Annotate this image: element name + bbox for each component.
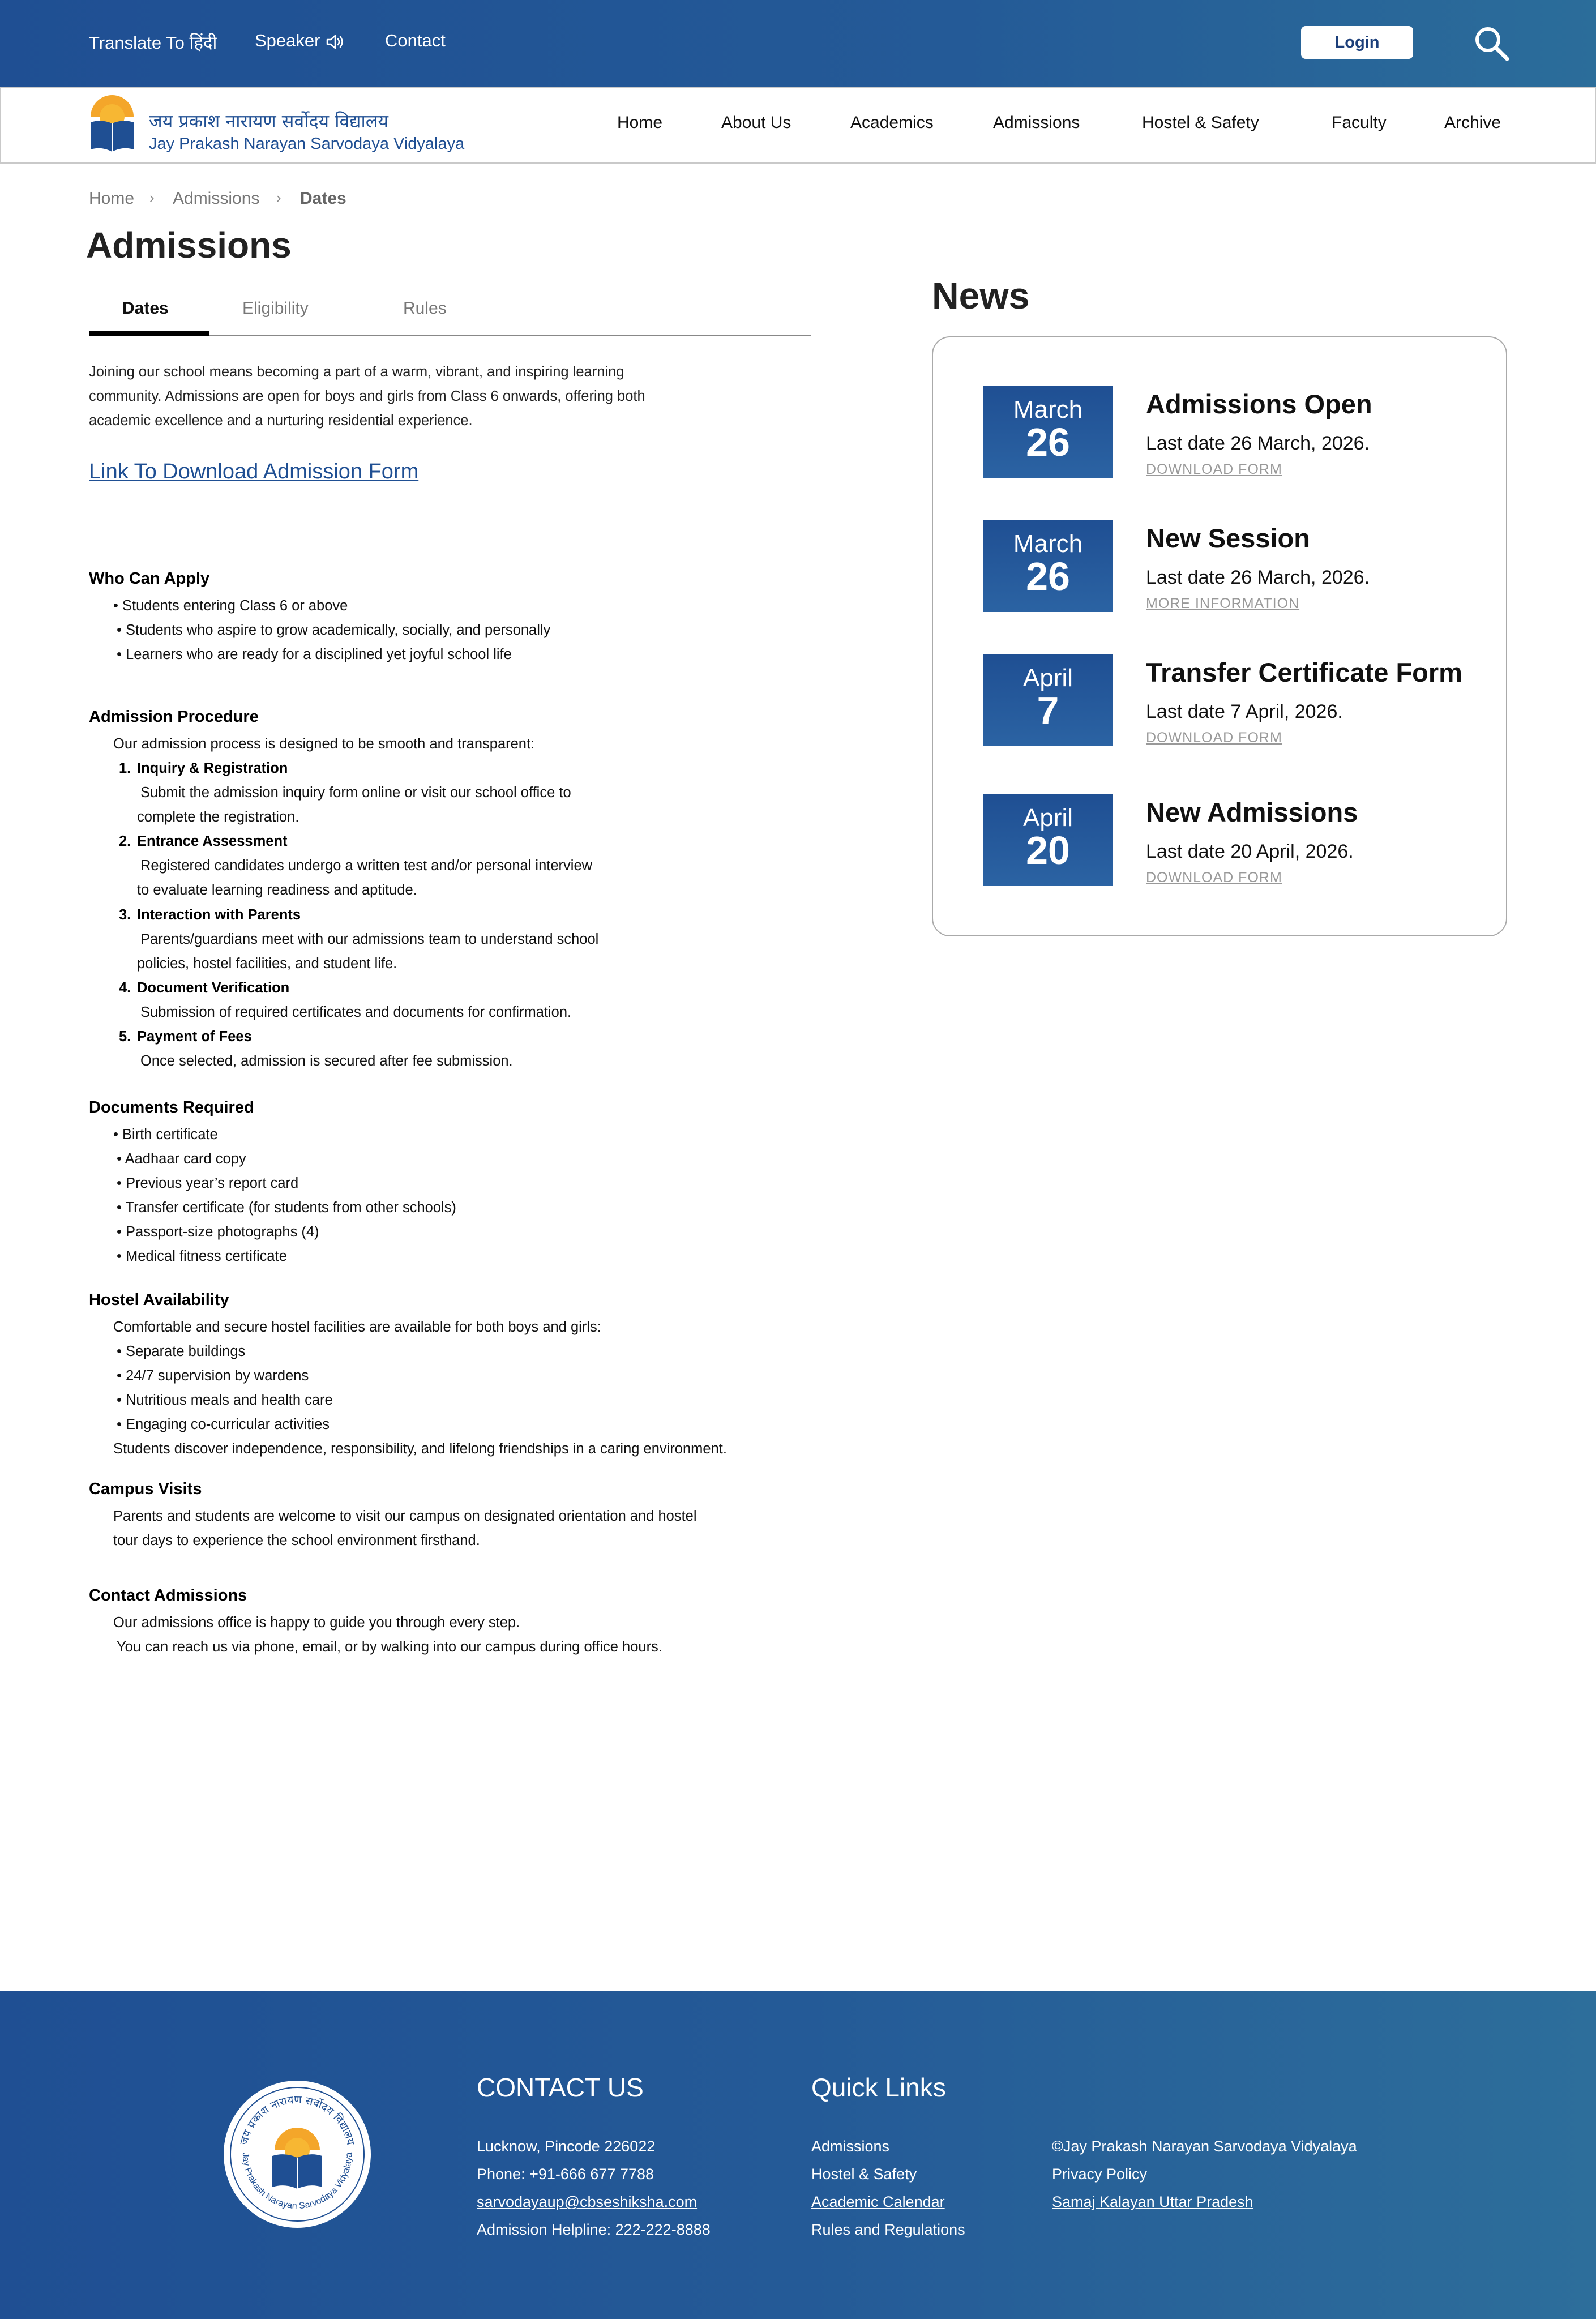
step-text: policies, hostel facilities, and student life. (137, 956, 397, 972)
logo-hindi-text: जय प्रकाश नारायण सर्वोदय विद्यालय (149, 110, 388, 132)
list-item: • Students entering Class 6 or above (113, 598, 348, 614)
step-text: Submit the admission inquiry form online or visit our school office to (140, 785, 571, 801)
news-month: March (1013, 396, 1083, 423)
step-number: 5. (119, 1029, 131, 1045)
breadcrumb-admissions[interactable]: Admissions (173, 189, 260, 208)
news-more-information-link[interactable]: MORE INFORMATION (1146, 596, 1300, 611)
intro-paragraph: Joining our school means becoming a part of a warm, vibrant, and inspiring learning community. Admissions are open for boys and girls from Class 6 onwards, offering both academic excellence and a nurturing residential experience. (89, 364, 645, 429)
step-number: 2. (119, 833, 131, 849)
contact-admissions-heading: Contact Admissions (89, 1586, 247, 1605)
list-item: • Students who aspire to grow academically, socially, and personally (117, 622, 551, 638)
nav-faculty[interactable]: Faculty (1332, 113, 1387, 132)
news-download-form-link[interactable]: DOWNLOAD FORM (1146, 730, 1282, 746)
step-title: Payment of Fees (137, 1029, 252, 1045)
news-last-date: Last date 7 April, 2026. (1146, 701, 1343, 722)
tab-rules[interactable]: Rules (403, 299, 447, 318)
list-item: • Birth certificate (113, 1127, 218, 1143)
step-text: Submission of required certificates and documents for confirmation. (140, 1004, 572, 1020)
translate-link[interactable]: Translate To हिंदी (89, 33, 217, 53)
news-date-badge (983, 654, 1113, 746)
step-text: to evaluate learning readiness and aptitude. (137, 882, 417, 898)
nav-home[interactable]: Home (617, 113, 663, 132)
who-can-apply-heading: Who Can Apply (89, 570, 210, 588)
hostel-outro: Students discover independence, responsibility, and lifelong friendships in a caring environment. (113, 1441, 727, 1457)
contact-admissions-text: You can reach us via phone, email, or by walking into our campus during office hours. (117, 1639, 662, 1655)
footer-address: Lucknow, Pincode 226022 (477, 2138, 656, 2155)
footer-quick-links-title: Quick Links (811, 2073, 946, 2102)
breadcrumb-chevron-icon: › (149, 189, 155, 206)
breadcrumb-current: Dates (300, 189, 346, 208)
step-number: 4. (119, 980, 131, 996)
active-tab-indicator (89, 331, 209, 336)
footer-link-academic-calendar[interactable]: Academic Calendar (811, 2193, 945, 2210)
search-icon[interactable] (1472, 24, 1512, 63)
seal-text-bottom: Jay Prakash Narayan Sarvodaya Vidyalaya (240, 2152, 354, 2211)
hostel-availability-heading: Hostel Availability (89, 1291, 229, 1309)
footer-link-rules[interactable]: Rules and Regulations (811, 2221, 965, 2238)
list-item: • Learners who are ready for a disciplined yet joyful school life (117, 647, 512, 662)
footer-helpline: Admission Helpline: 222-222-8888 (477, 2221, 711, 2238)
school-seal-icon (223, 2080, 372, 2229)
admission-procedure-heading: Admission Procedure (89, 708, 259, 726)
step-text: Parents/guardians meet with our admissions team to understand school (140, 931, 599, 947)
news-date-badge (983, 520, 1113, 612)
step-number: 3. (119, 907, 131, 923)
speaker-link[interactable] (255, 31, 345, 51)
nav-academics[interactable]: Academics (850, 113, 934, 132)
step-title: Interaction with Parents (137, 907, 301, 923)
list-item: • Transfer certificate (for students from other schools) (117, 1200, 456, 1216)
footer-link-samaj-kalayan[interactable]: Samaj Kalayan Uttar Pradesh (1052, 2193, 1253, 2210)
nav-archive[interactable]: Archive (1444, 113, 1501, 132)
footer-link-privacy-policy[interactable]: Privacy Policy (1052, 2166, 1148, 2183)
news-heading: New Admissions (1146, 797, 1358, 827)
news-day: 26 (1026, 420, 1070, 464)
step-title: Inquiry & Registration (137, 760, 288, 776)
speaker-icon (326, 34, 345, 50)
news-heading: New Session (1146, 523, 1310, 553)
footer-phone: Phone: +91-666 677 7788 (477, 2166, 654, 2183)
contact-link[interactable]: Contact (385, 31, 446, 50)
step-text: Registered candidates undergo a written test and/or personal interview (140, 858, 593, 874)
news-download-form-link[interactable]: DOWNLOAD FORM (1146, 461, 1282, 477)
speaker-label: Speaker (255, 31, 320, 50)
news-month: April (1022, 804, 1073, 832)
news-last-date: Last date 26 March, 2026. (1146, 433, 1370, 454)
list-item: • Aadhaar card copy (117, 1151, 246, 1167)
page-title: Admissions (86, 225, 292, 266)
nav-admissions[interactable]: Admissions (993, 113, 1080, 132)
step-number: 1. (119, 760, 131, 776)
list-item: • Nutritious meals and health care (117, 1392, 333, 1408)
news-day: 7 (1037, 688, 1059, 733)
footer-link-hostel-safety[interactable]: Hostel & Safety (811, 2166, 917, 2183)
top-bar (0, 0, 1596, 87)
step-title: Entrance Assessment (137, 833, 288, 849)
footer-email-link[interactable]: sarvodayaup@cbseshiksha.com (477, 2193, 698, 2210)
news-heading: Transfer Certificate Form (1146, 657, 1462, 687)
nav-hostel-safety[interactable]: Hostel & Safety (1142, 113, 1259, 132)
news-last-date: Last date 20 April, 2026. (1146, 841, 1354, 862)
hostel-intro: Comfortable and secure hostel facilities are available for both boys and girls: (113, 1319, 601, 1335)
footer-copyright: ©Jay Prakash Narayan Sarvodaya Vidyalaya (1052, 2138, 1357, 2155)
news-day: 20 (1026, 828, 1070, 872)
login-button[interactable]: Login (1301, 26, 1413, 59)
documents-required-heading: Documents Required (89, 1098, 254, 1116)
list-item: • Engaging co-curricular activities (117, 1417, 330, 1432)
list-item: • Medical fitness certificate (117, 1248, 287, 1264)
step-text: complete the registration. (137, 809, 299, 825)
footer-contact-title: CONTACT US (477, 2073, 644, 2102)
list-item: • Passport-size photographs (4) (117, 1224, 319, 1240)
list-item: • Previous year’s report card (117, 1175, 299, 1191)
footer-link-admissions[interactable]: Admissions (811, 2138, 890, 2155)
news-date-badge (983, 794, 1113, 886)
seal-text-top: जय प्रकाश नारायण सर्वोदय विद्यालय (237, 2093, 357, 2146)
tab-dates[interactable]: Dates (122, 299, 169, 318)
breadcrumb-home[interactable]: Home (89, 189, 135, 208)
step-text: Once selected, admission is secured after fee submission. (140, 1053, 513, 1069)
news-heading: Admissions Open (1146, 389, 1372, 419)
news-last-date: Last date 26 March, 2026. (1146, 567, 1370, 588)
tab-eligibility[interactable]: Eligibility (242, 299, 309, 318)
logo-english-text: Jay Prakash Narayan Sarvodaya Vidyalaya (149, 135, 465, 153)
news-download-form-link[interactable]: DOWNLOAD FORM (1146, 870, 1282, 885)
procedure-intro: Our admission process is designed to be smooth and transparent: (113, 736, 535, 752)
news-day: 26 (1026, 554, 1070, 598)
nav-about-us[interactable]: About Us (721, 113, 791, 132)
news-month: April (1022, 664, 1073, 692)
campus-visits-text: tour days to experience the school environment firsthand. (113, 1533, 480, 1548)
news-title: News (932, 275, 1030, 316)
campus-visits-heading: Campus Visits (89, 1480, 202, 1498)
download-admission-form-link[interactable]: Link To Download Admission Form (89, 460, 419, 484)
step-title: Document Verification (137, 980, 290, 996)
news-date-badge (983, 386, 1113, 478)
breadcrumb-chevron-icon: › (276, 189, 281, 206)
campus-visits-text: Parents and students are welcome to visit our campus on designated orientation and hostel (113, 1508, 697, 1524)
news-month: March (1013, 530, 1083, 558)
list-item: • 24/7 supervision by wardens (117, 1368, 309, 1384)
list-item: • Separate buildings (117, 1344, 246, 1359)
contact-admissions-text: Our admissions office is happy to guide you through every step. (113, 1615, 520, 1631)
school-logo-icon[interactable] (88, 95, 136, 154)
